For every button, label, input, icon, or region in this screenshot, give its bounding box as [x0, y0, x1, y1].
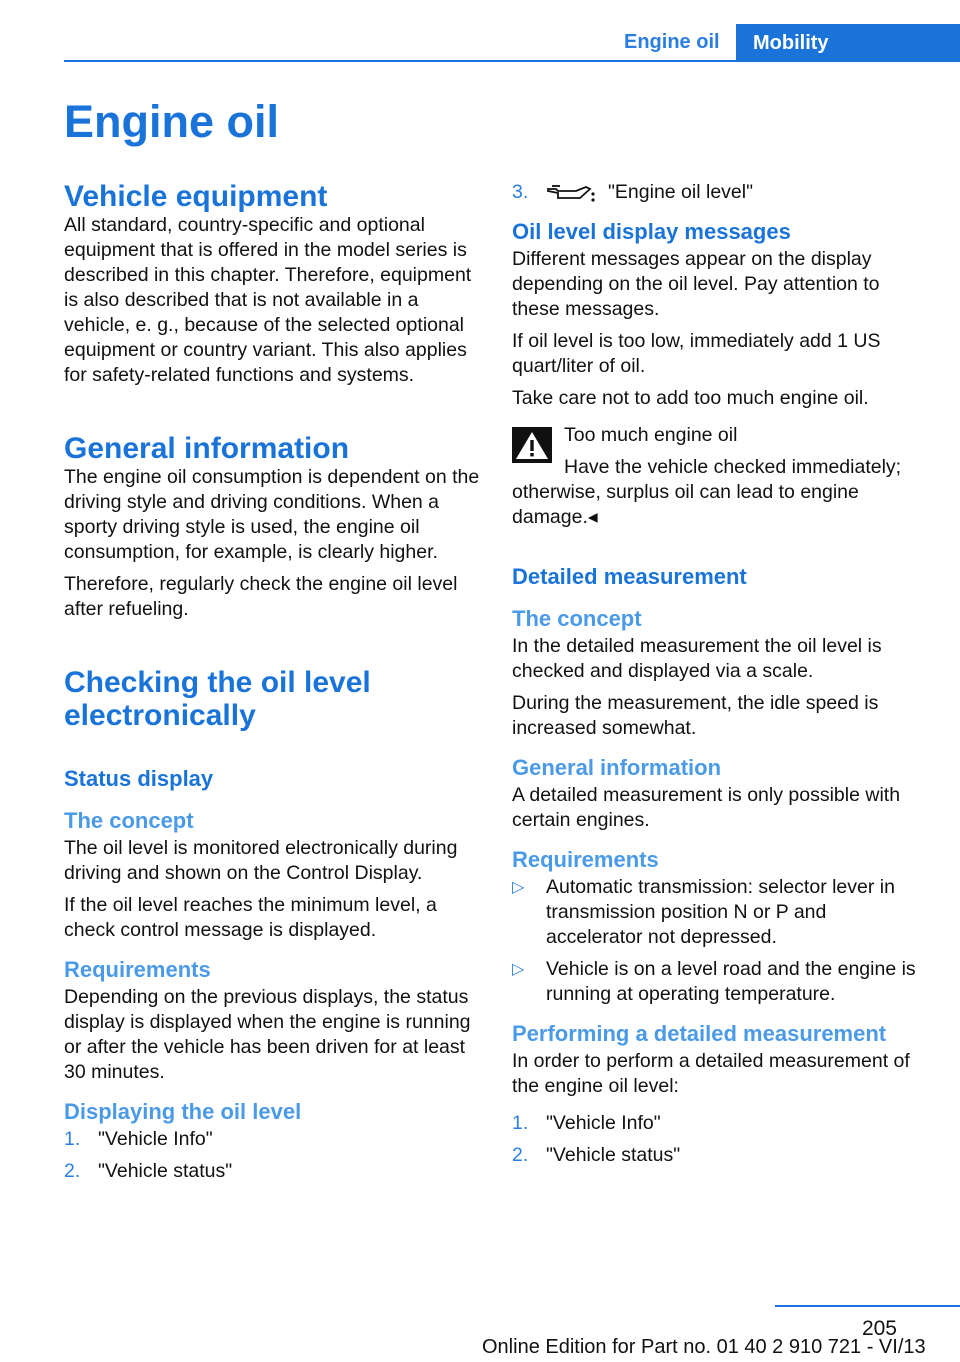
- step-text: "Vehicle status": [98, 1160, 233, 1182]
- list-item: [64, 1159, 482, 1184]
- list-item: [512, 1143, 924, 1168]
- list-item: [512, 957, 924, 1007]
- heading-detailed-concept: The concept: [512, 606, 642, 631]
- oil-can-icon: [546, 183, 596, 203]
- detailed-concept-p1: In the detailed measurement the oil level is checked and displayed via a scale.: [512, 635, 882, 682]
- warning-title: Too much engine oil: [564, 424, 738, 446]
- list-item: [512, 875, 924, 950]
- heading-detailed-measurement: Detailed measurement: [512, 564, 747, 589]
- status-concept-p1: The oil level is monitored electronically during driving and shown on the Control Display.: [64, 837, 458, 884]
- warning-text: Have the vehicle checked immediately; otherwise, surplus oil can lead to engine damage.◂: [512, 456, 902, 528]
- messages-p2: If oil level is too low, immediately add 1 US quart/liter of oil.: [512, 330, 881, 377]
- list-item: [512, 180, 924, 205]
- step-content: [546, 180, 924, 205]
- list-item: [512, 1111, 924, 1136]
- general-information-p2: Therefore, regularly check the engine oil level after refueling.: [64, 573, 458, 620]
- detailed-general-text: A detailed measurement is only possible with certain engines.: [512, 784, 901, 831]
- requirements-list: [512, 875, 924, 1007]
- heading-status-requirements: Requirements: [64, 957, 211, 982]
- header-rule: [64, 60, 960, 62]
- detailed-concept-p2: During the measurement, the idle speed is increased somewhat.: [512, 692, 879, 739]
- right-column: [512, 180, 924, 1176]
- heading-status-concept: The concept: [64, 808, 194, 833]
- heading-detailed-requirements: Requirements: [512, 847, 659, 872]
- edition-note: Online Edition for Part no. 01 40 2 910 721 - VI/13: [482, 1336, 926, 1358]
- footer-rule: [775, 1305, 960, 1307]
- step-number: 1.: [512, 1112, 529, 1134]
- page-title: Engine oil: [64, 96, 280, 147]
- step-number: 2.: [512, 1144, 529, 1166]
- heading-general-information: General information: [64, 432, 350, 465]
- status-concept-p2: If the oil level reaches the minimum level, a check control message is displayed.: [64, 894, 437, 941]
- list-item: [64, 1127, 482, 1152]
- step-number: 2.: [64, 1160, 81, 1182]
- heading-displaying-oil-level: Displaying the oil level: [64, 1099, 302, 1124]
- step-number: 3.: [512, 181, 529, 203]
- performing-text: In order to perform a detailed measurement of the engine oil level:: [512, 1050, 910, 1097]
- heading-detailed-general-info: General information: [512, 755, 722, 780]
- bullet-triangle-icon: ▷: [512, 879, 525, 896]
- step-text: "Vehicle status": [546, 1144, 681, 1166]
- page-number: 205: [861, 1317, 897, 1340]
- step-number: 1.: [64, 1128, 81, 1150]
- messages-p3: Take care not to add too much engine oil.: [512, 387, 869, 409]
- requirement-text: Vehicle is on a level road and the engine is running at operating temperature.: [546, 958, 916, 1005]
- heading-checking-oil-level: Checking the oil level electronically: [64, 666, 371, 732]
- step-text: "Engine oil level": [608, 181, 754, 203]
- displaying-steps: [64, 1127, 482, 1184]
- warning-note: [512, 423, 924, 530]
- messages-p1: Different messages appear on the display depending on the oil level. Pay attention to these messages.: [512, 248, 880, 320]
- vehicle-equipment-text: All standard, country-specific and optional equipment that is offered in the model series is described in this chapter. Therefore, equipment is also described that is not available in a vehicle, e. g., because of the selected optional equipment or country variant. This also applies for safety-related functions and systems.: [64, 214, 472, 386]
- warning-triangle-icon: [512, 427, 552, 463]
- performing-steps: [512, 1111, 924, 1168]
- header-chapter-tab[interactable]: Mobility: [736, 24, 960, 62]
- status-requirements-text: Depending on the previous displays, the status display is displayed when the engine is running or after the vehicle has been driven for at least 30 minutes.: [64, 986, 471, 1083]
- heading-oil-level-messages: Oil level display messages: [512, 219, 791, 244]
- general-information-p1: The engine oil consumption is dependent on the driving style and driving conditions. When a sporty driving style is used, the engine oil consumption, for example, is clearly higher.: [64, 466, 480, 563]
- step-text: "Vehicle Info": [98, 1128, 213, 1150]
- bullet-triangle-icon: ▷: [512, 961, 525, 978]
- header-section-title: Engine oil: [624, 31, 720, 53]
- heading-status-display: Status display: [64, 766, 214, 791]
- requirement-text: Automatic transmission: selector lever in transmission position N or P and accelerator not depressed.: [546, 876, 895, 948]
- heading-vehicle-equipment: Vehicle equipment: [64, 180, 328, 213]
- displaying-steps-continued: [512, 180, 924, 205]
- heading-performing-measurement: Performing a detailed measurement: [512, 1021, 887, 1046]
- step-text: "Vehicle Info": [546, 1112, 661, 1134]
- left-column: [64, 180, 482, 1192]
